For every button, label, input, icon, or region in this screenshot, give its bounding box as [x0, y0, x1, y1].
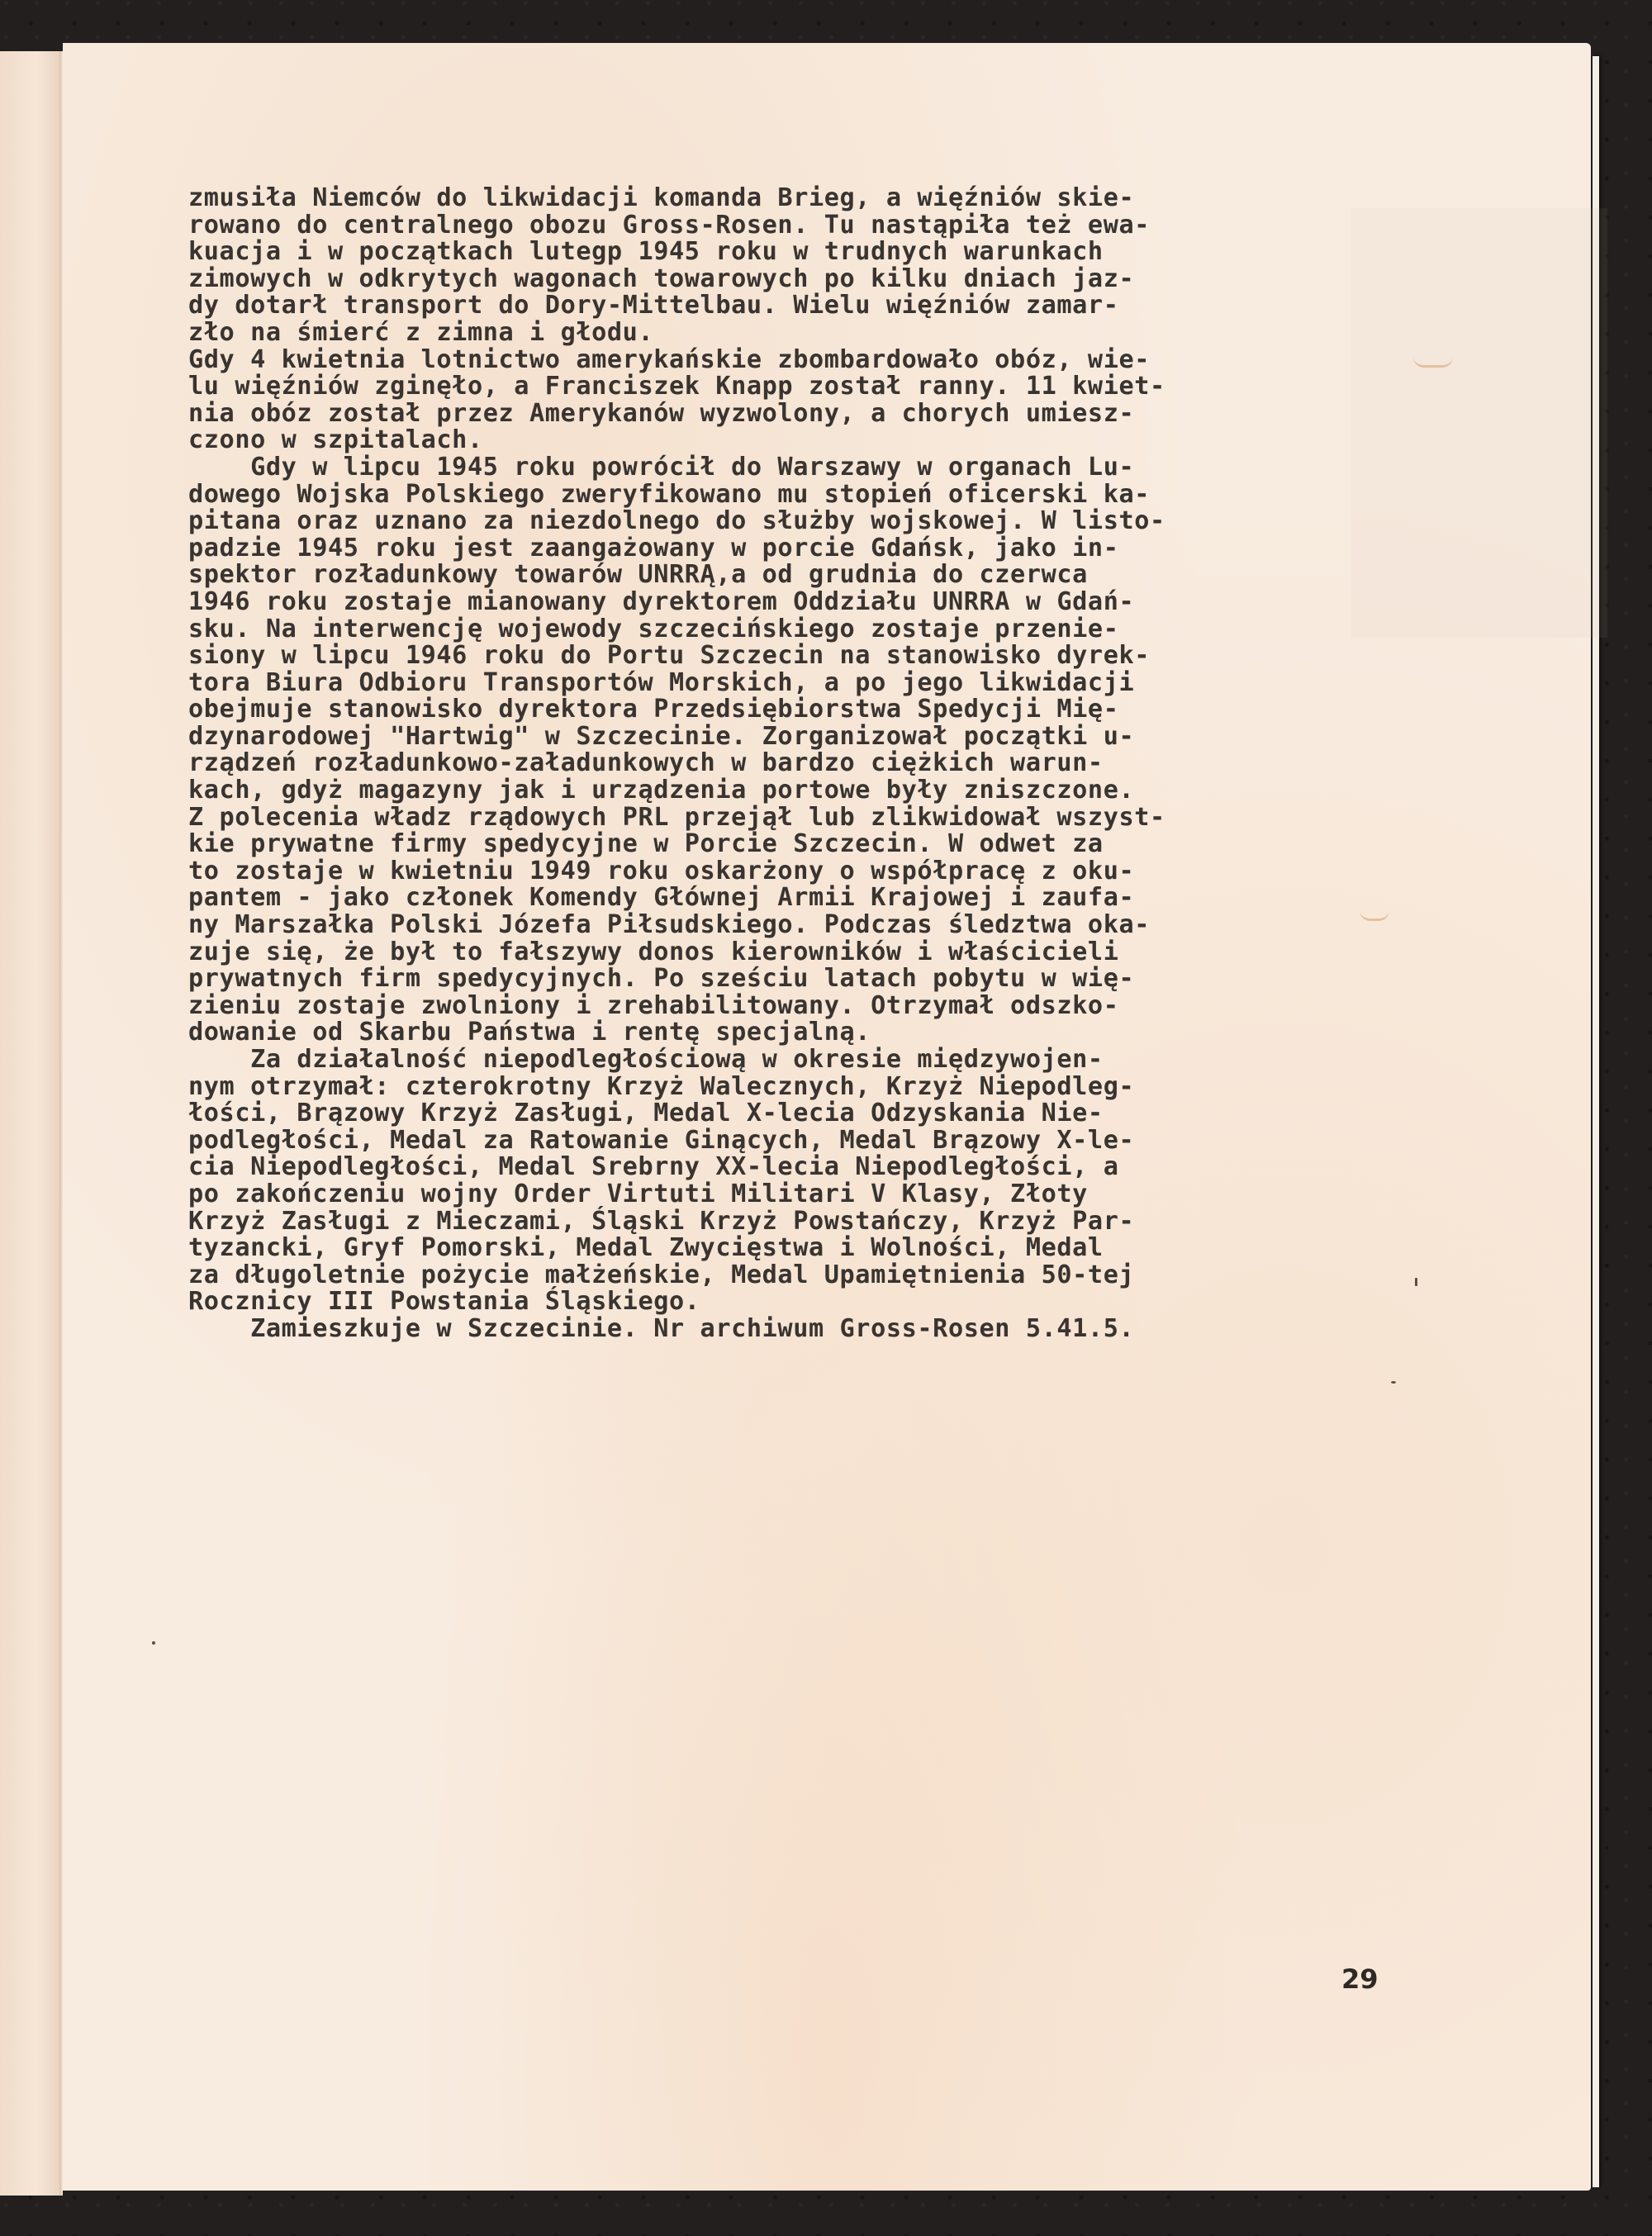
text-line: zieniu zostaje zwolniony i zrehabilitowany. Otrzymał odszko-: [188, 990, 1119, 1020]
page-body-text: [188, 185, 1444, 1343]
text-line: Krzyż Zasługi z Mieczami, Śląski Krzyż Powstańczy, Krzyż Par-: [188, 1206, 1135, 1236]
text-line: pantem - jako członek Komendy Głównej Armii Krajowej i zaufa-: [188, 883, 1135, 913]
text-line: zmusiła Niemców do likwidacji komanda Brieg, a więźniów skie-: [188, 183, 1135, 212]
text-line: nym otrzymał: czterokrotny Krzyż Walecznych, Krzyż Niepodleg-: [188, 1071, 1135, 1101]
text-line: tora Biura Odbioru Transportów Morskich, a po jego likwidacji: [188, 667, 1135, 697]
paper-stain: [1413, 357, 1453, 368]
text-line: zimowych w odkrytych wagonach towarowych po kilku dniach jaz-: [188, 263, 1135, 293]
text-line: rowano do centralnego obozu Gross-Rosen. Tu nastąpiła też ewa-: [188, 210, 1151, 240]
text-line: spektor rozładunkowy towarów UNRRĄ,a od grudnia do czerwca: [188, 560, 1088, 590]
paper-speck: [152, 1641, 155, 1645]
text-line: Za działalność niepodległościową w okresie międzywojen-: [188, 1045, 1104, 1074]
text-line: Gdy 4 kwietnia lotnictwo amerykańskie zbombardowało obóz, wie-: [188, 344, 1151, 374]
text-line: cia Niepodległości, Medal Srebrny XX-lecia Niepodległości, a: [188, 1152, 1119, 1182]
text-line: obejmuje stanowisko dyrektora Przedsiębiorstwa Spedycji Mię-: [188, 695, 1119, 724]
text-line: lu więźniów zginęło, a Franciszek Knapp został ranny. 11 kwiet-: [188, 372, 1165, 401]
text-line: rządzeń rozładunkowo-załadunkowych w bardzo ciężkich warun-: [188, 748, 1104, 778]
page-number: 29: [1341, 1963, 1379, 1995]
text-line: za długoletnie pożycie małżeńskie, Medal Upamiętnienia 50-tej: [188, 1260, 1135, 1289]
text-line: kuacja i w początkach lutegp 1945 roku w trudnych warunkach: [188, 237, 1104, 267]
text-line: siony w lipcu 1946 roku do Portu Szczecin na stanowisko dyrek-: [188, 641, 1151, 671]
text-line: po zakończeniu wojny Order Virtuti Militari V Klasy, Złoty: [188, 1179, 1088, 1208]
text-line: to zostaje w kwietniu 1949 roku oskarżony o współpracę z oku-: [188, 856, 1135, 885]
text-line: kach, gdyż magazyny jak i urządzenia portowe były zniszczone.: [188, 776, 1135, 805]
text-line: Zamieszkuje w Szczecinie. Nr archiwum Gross-Rosen 5.41.5.: [188, 1313, 1135, 1343]
text-line: prywatnych firm spedycyjnych. Po sześciu latach pobytu w wię-: [188, 964, 1135, 994]
text-line: podległości, Medal za Ratowanie Ginących, Medal Brązowy X-le-: [188, 1125, 1135, 1155]
book-page: [63, 43, 1591, 2191]
text-line: Rocznicy III Powstania Śląskiego.: [188, 1287, 700, 1317]
text-line: dowanie od Skarbu Państwa i rentę specjalną.: [188, 1018, 871, 1047]
text-line: tyzancki, Gryf Pomorski, Medal Zwycięstwa i Wolności, Medal: [188, 1233, 1104, 1263]
text-line: sku. Na interwencję wojewody szczecińskiego zostaje przenie-: [188, 614, 1119, 643]
text-line: Z polecenia władz rządowych PRL przejął lub zlikwidował wszyst-: [188, 802, 1165, 832]
paper-mark: [1391, 1381, 1396, 1384]
facing-page-edge: [0, 51, 61, 2196]
text-line: dy dotarł transport do Dory-Mittelbau. Wielu więźniów zamar-: [188, 291, 1119, 320]
text-line: kie prywatne firmy spedycyjne w Porcie Szczecin. W odwet za: [188, 829, 1104, 859]
text-line: ny Marszałka Polski Józefa Piłsudskiego. Podczas śledztwa oka-: [188, 910, 1151, 940]
text-line: nia obóz został przez Amerykanów wyzwolony, a chorych umiesz-: [188, 398, 1135, 428]
text-line: padzie 1945 roku jest zaangażowany w porcie Gdańsk, jako in-: [188, 533, 1119, 563]
text-line: dowego Wojska Polskiego zweryfikowano mu stopień oficerski ka-: [188, 479, 1151, 509]
text-line: łości, Brązowy Krzyż Zasługi, Medal X-lecia Odzyskania Nie-: [188, 1099, 1104, 1128]
text-line: dzynarodowej "Hartwig" w Szczecinie. Zorganizował początki u-: [188, 721, 1135, 751]
text-line: czono w szpitalach.: [188, 425, 483, 455]
text-line: pitana oraz uznano za niezdolnego do służby wojskowej. W listo-: [188, 506, 1165, 536]
paper-mark: [1415, 1278, 1417, 1286]
text-line: zło na śmierć z zimna i głodu.: [188, 317, 654, 347]
text-line: Gdy w lipcu 1945 roku powrócił do Warszawy w organach Lu-: [188, 452, 1135, 482]
spine-fold: [59, 51, 63, 2196]
text-line: zuje się, że był to fałszywy donos kierowników i właścicieli: [188, 937, 1119, 966]
text-line: 1946 roku zostaje mianowany dyrektorem Oddziału UNRRA w Gdań-: [188, 586, 1135, 616]
